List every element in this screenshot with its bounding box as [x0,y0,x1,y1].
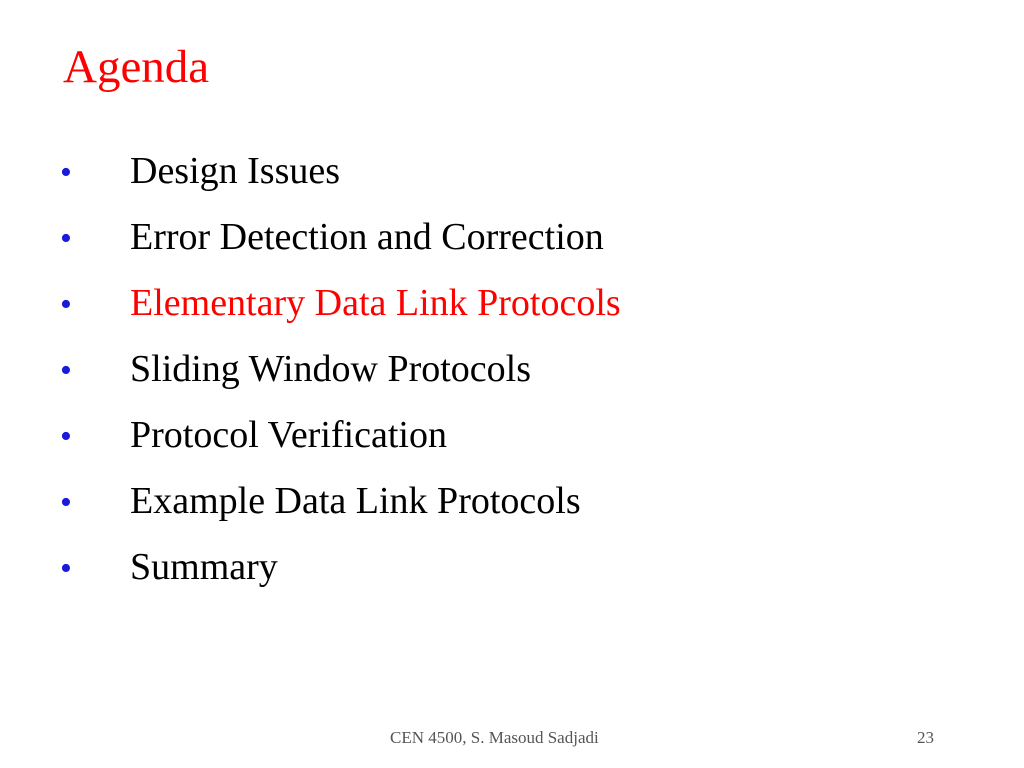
bullet-icon: • [60,418,72,455]
agenda-list [0,147,1024,609]
bullet-icon: • [60,220,72,257]
agenda-item-label: Sliding Window Protocols [130,348,532,390]
bullet-icon: • [60,286,72,323]
agenda-item [0,411,1024,477]
agenda-item [0,477,1024,543]
agenda-item [0,279,1024,345]
agenda-item [0,213,1024,279]
agenda-item-label: Elementary Data Link Protocols [130,282,621,324]
bullet-icon: • [60,484,72,521]
footer-credit: CEN 4500, S. Masoud Sadjadi [390,728,599,747]
bullet-icon: • [60,550,72,587]
bullet-icon: • [60,154,72,191]
agenda-item [0,147,1024,213]
agenda-item [0,345,1024,411]
agenda-item [0,543,1024,609]
page-number: 23 [917,728,934,747]
slide-title: Agenda [63,41,210,93]
agenda-item-label: Summary [130,546,278,588]
agenda-item-label: Design Issues [130,150,341,192]
bullet-icon: • [60,352,72,389]
agenda-item-label: Example Data Link Protocols [130,480,581,522]
agenda-item-label: Error Detection and Correction [130,216,604,258]
agenda-item-label: Protocol Verification [130,414,447,456]
